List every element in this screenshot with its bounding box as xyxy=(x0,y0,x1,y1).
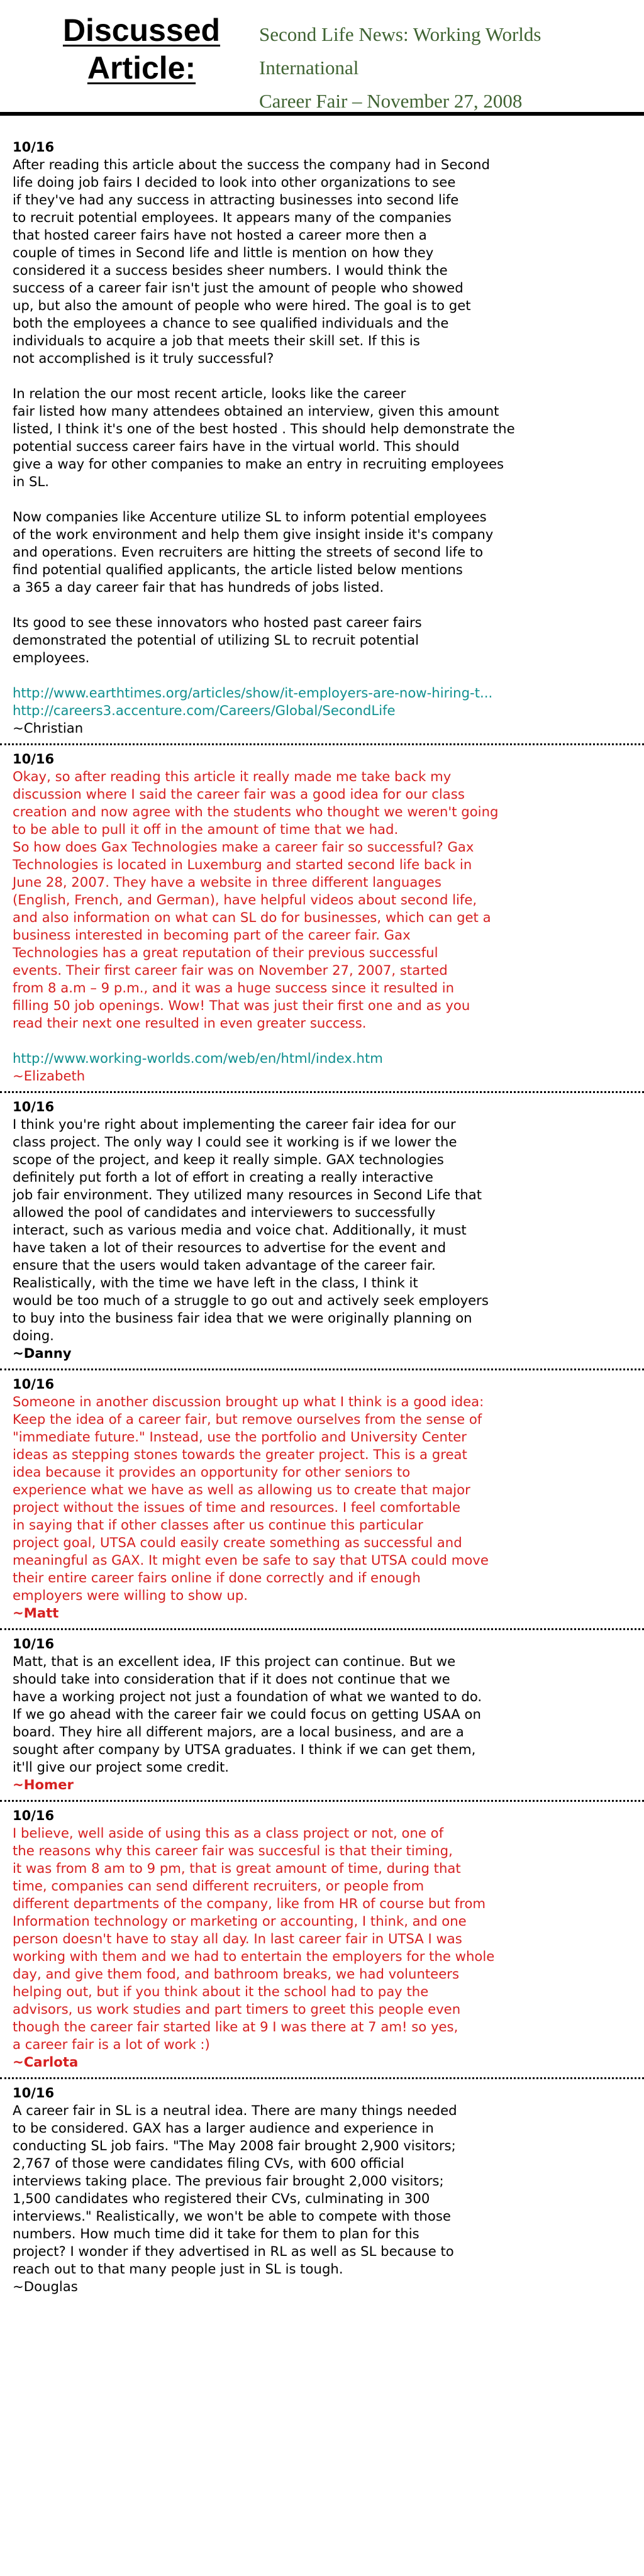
post-paragraph: Someone in another discussion brought up what I think is a good idea: Keep the idea of a career fair, but remove ourselves from the sense of "immediate future." Instead, use the portfolio and University Center ideas as stepping stones towards the greater project. This is a great idea because it provides an opportunity for other seniors to experience what we have as well as allowing us to create that major project without the issues of time and resources. I feel comfortable in saying that if other classes after us continue this particular project goal, UTSA could easily create something as successful and meaningful as GAX. It might even be safe to say that UTSA could move their entire career fairs online if done correctly and if enough employers were willing to show up. xyxy=(13,1394,489,1603)
post-signature: ~Christian xyxy=(13,720,84,736)
post-paragraph: After reading this article about the success the company had in Second life doing job fairs I decided to look into other organizations to see if they've had any success in attracting businesses into second life to recruit potential employees. It appears many of the companies that hosted career fairs have not hosted a career more then a couple of times in Second life and little is mention on how they considered it a success besides sheer numbers. I would think the success of a career fair isn't just the amount of people who showed up, but also the amount of people who were hired. The goal is to get both the employees a chance to see qualified individuals and the individuals to acquire a job that meets their skill set. If this is not accomplished is it truly successful? xyxy=(13,157,490,366)
post-date: 10/16 xyxy=(13,2085,55,2101)
post-paragraph: Its good to see these innovators who hosted past career fairs demonstrated the potential of utilizing SL to recruit potential employees. xyxy=(13,614,422,665)
earthtimes-link[interactable]: http://www.earthtimes.org/articles/show/it-employers-are-now-hiring-t... xyxy=(13,685,493,701)
post-paragraph: I think you're right about implementing the career fair idea for our class project. The only way I could see it working is if we lower the scope of the project, and keep it really simple. GAX technologies definitely put forth a lot of effort in creating a really interactive job fair environment. They utilized many resources in Second Life that allowed the pool of candidates and interviewers to successfully interact, such as various media and voice chat. Additionally, it must have taken a lot of their resources to advertise for the event and ensure that the users would taken advantage of the career fair. Realistically, with the time we have left in the class, I think it would be too much of a struggle to go out and actively seek employers to buy into the business fair idea that we were originally planning on doing. xyxy=(13,1116,489,1343)
working-worlds-link[interactable]: http://www.working-worlds.com/web/en/html/index.htm xyxy=(13,1050,383,1066)
post-signature: ~Danny xyxy=(13,1345,72,1361)
post-paragraph: A career fair in SL is a neutral idea. There are many things needed to be considered. GAX has a larger audience and experience in conducting SL job fairs. "The May 2008 fair brought 2,900 visitors; 2,767 of those were candidates filing CVs, with 600 official interviews taking place. The previous fair brought 2,000 visitors; 1,500 candidates who registered their CVs, culminating in 300 interviews." Realistically, we won't be able to compete with those numbers. How much time did it take for them to plan for this project? I wonder if they advertised in RL as well as SL because to reach out to that many people just in SL is tough. xyxy=(13,2102,457,2277)
post-paragraph: I believe, well aside of using this as a class project or not, one of the reasons why this career fair was succesful is that their timing, it was from 8 am to 9 pm, that is great amount of time, during that time, companies can send different recruiters, or people from different departments of the company, like from HR of course but from Information technology or marketing or accounting, I think, and one person doesn't have to stay all day. In last career fair in UTSA I was working with them and we had to entertain the employers for the whole day, and give them food, and bathroom breaks, we had volunteers helping out, but if you think about it the school had to pay the advisors, us work studies and part timers to greet this people even though the career fair started like at 9 I was there at 7 am! so yes, a career fair is a lot of work :) xyxy=(13,1825,495,2052)
post-signature: ~Elizabeth xyxy=(13,1068,86,1084)
discussion-post xyxy=(0,1628,644,1800)
article-title-line-2: Career Fair – November 27, 2008 xyxy=(259,90,523,112)
post-date: 10/16 xyxy=(13,1636,55,1652)
post-signature: ~Homer xyxy=(13,1777,74,1792)
discussion-post xyxy=(0,2077,644,2302)
post-paragraph: In relation the our most recent article, looks like the career fair listed how many attendees obtained an interview, given this amount listed, I think it's one of the best hosted . This should help demonstrate the potential success career fairs have in the virtual world. This should give a way for other companies to make an entry in recruiting employees in SL. xyxy=(13,386,515,489)
header-divider xyxy=(0,112,644,116)
discussion-thread xyxy=(0,138,644,2302)
discussion-post xyxy=(0,1800,644,2077)
post-date: 10/16 xyxy=(13,752,55,767)
discussion-post xyxy=(0,1368,644,1628)
discussion-post xyxy=(0,743,644,1091)
post-date: 10/16 xyxy=(13,1377,55,1392)
post-links xyxy=(13,684,631,719)
post-paragraph: Okay, so after reading this article it really made me take back my discussion where I said the career fair was a good idea for our class creation and now agree with the students who thought we weren't going to be able to pull it off in the amount of time that we had. So how does Gax Technologies make a career fair so successful? Gax Technologies is located in Luxemburg and started second life back in June 28, 2007. They have a website in three different languages (English, French, and German), have helpful videos about second life, and also information on what can SL do for businesses, which can get a business interested in becoming part of the career fair. Gax Technologies has a great reputation of their previous successful events. Their first career fair was on November 27, 2007, started from 8 a.m – 9 p.m., and it was a huge success since it resulted in filling 50 job openings. Wow! That was just their first one and as you read their next one resulted in even greater success. xyxy=(13,769,499,1031)
article-title xyxy=(259,18,636,118)
post-date: 10/16 xyxy=(13,1808,55,1823)
post-links xyxy=(13,1050,631,1067)
page-header xyxy=(0,0,644,116)
discussed-article-heading xyxy=(38,11,245,87)
post-paragraph: Now companies like Accenture utilize SL to inform potential employees of the work environment and help them give insight inside it's company and operations. Even recruiters are hitting the streets of second life to find potential qualified applicants, the article listed below mentions a 365 a day career fair that has hundreds of jobs listed. xyxy=(13,509,494,595)
article-title-line-1: Second Life News: Working Worlds International xyxy=(259,23,541,79)
heading-line-1: Discussed xyxy=(62,13,221,48)
post-signature: ~Matt xyxy=(13,1605,59,1621)
post-signature: ~Douglas xyxy=(13,2279,78,2294)
post-paragraph: Matt, that is an excellent idea, IF this project can continue. But we should take into consideration that if it does not continue that we have a working project not just a foundation of what we wanted to do. If we go ahead with the career fair we could focus on getting USAA on board. They hire all different majors, are a local business, and are a sought after company by UTSA graduates. I think if we can get them, it'll give our project some credit. xyxy=(13,1653,482,1775)
post-date: 10/16 xyxy=(13,1099,55,1114)
discussion-post xyxy=(0,1091,644,1368)
post-date: 10/16 xyxy=(13,140,55,155)
accenture-link[interactable]: http://careers3.accenture.com/Careers/Global/SecondLife xyxy=(13,702,396,718)
post-signature: ~Carlota xyxy=(13,2054,79,2070)
heading-line-2: Article: xyxy=(87,50,196,86)
discussion-post xyxy=(0,138,644,743)
